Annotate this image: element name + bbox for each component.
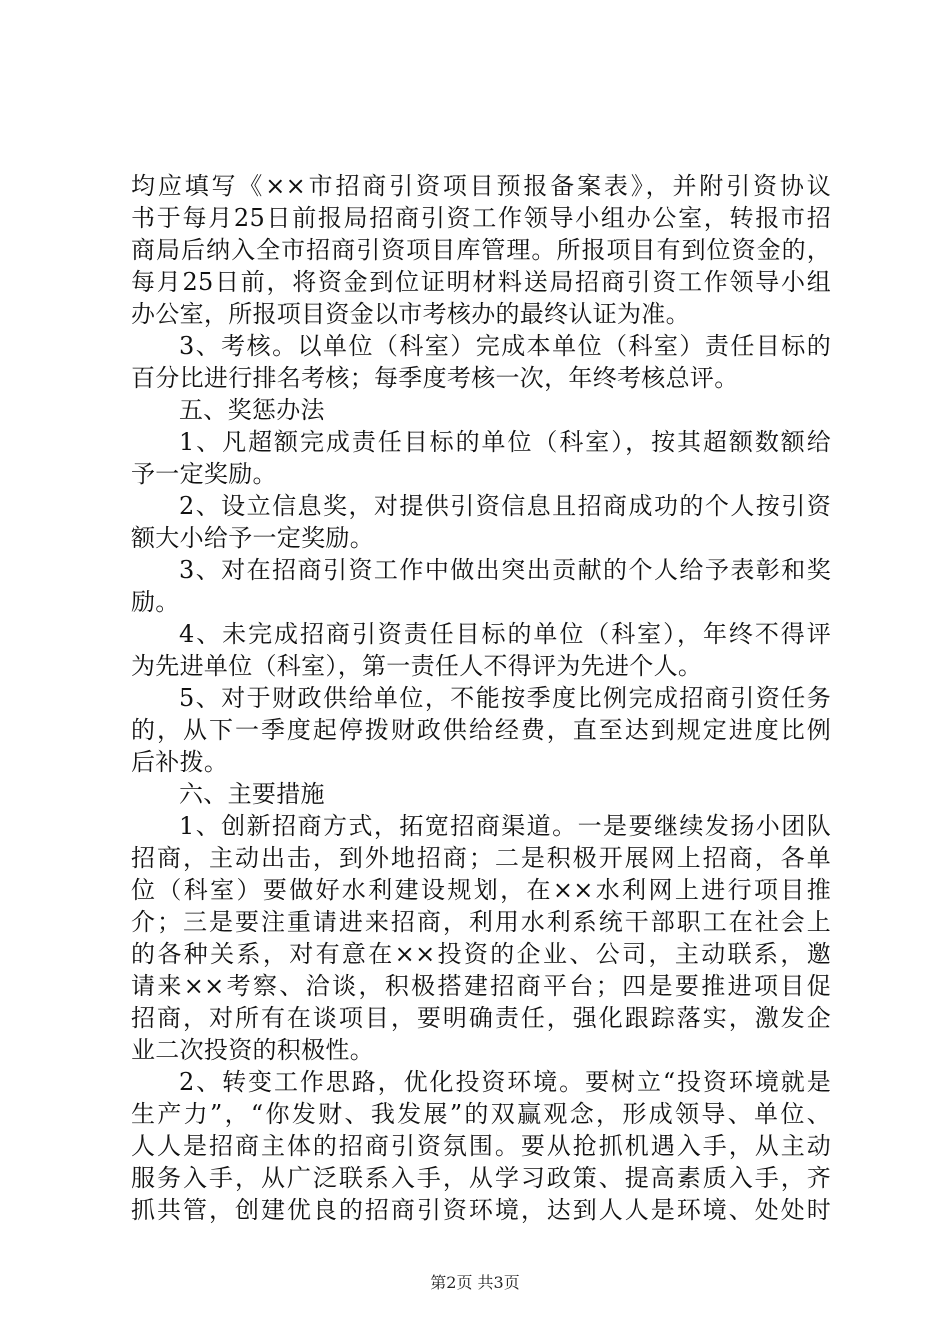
document-body [131,170,831,1226]
text-line: 2、设立信息奖，对提供引资信息且招商成功的个人按引资 [179,492,831,520]
text-line: 服务入手，从广泛联系入手，从学习政策、提高素质入手，齐 [131,1164,831,1192]
text-line: 请来××考察、洽谈，积极搭建招商平台；四是要推进项目促 [131,972,831,1000]
text-line: 额大小给予一定奖励。 [131,524,374,552]
text-line: 后补拨。 [131,748,229,776]
text-line: 业二次投资的积极性。 [131,1036,374,1064]
text-line: 予一定奖励。 [131,460,277,488]
text-line: 书于每月25日前报局招商引资工作领导小组办公室，转报市招 [131,204,831,232]
text-line: 商局后纳入全市招商引资项目库管理。所报项目有到位资金的， [131,236,831,264]
text-line: 人人是招商主体的招商引资氛围。要从抢抓机遇入手，从主动 [131,1132,831,1160]
text-line: 生产力”，“你发财、我发展”的双赢观念，形成领导、单位、 [131,1100,831,1128]
text-line: 百分比进行排名考核；每季度考核一次，年终考核总评。 [131,364,739,392]
text-line: 抓共管，创建优良的招商引资环境，达到人人是环境、处处时 [131,1196,831,1224]
text-line: 办公室，所报项目资金以市考核办的最终认证为准。 [131,300,690,328]
text-line: 位（科室）要做好水利建设规划，在××水利网上进行项目推 [131,876,831,904]
text-line: 励。 [131,588,180,616]
text-line: 5、对于财政供给单位，不能按季度比例完成招商引资任务 [179,684,831,712]
text-line: 1、创新招商方式，拓宽招商渠道。一是要继续发扬小团队 [179,812,831,840]
text-line: 招商，对所有在谈项目，要明确责任，强化跟踪落实，激发企 [131,1004,831,1032]
text-line: 3、对在招商引资工作中做出突出贡献的个人给予表彰和奖 [179,556,831,584]
page-footer: 第2页 共3页 [430,1273,520,1292]
text-line: 五、奖惩办法 [179,396,325,424]
text-line: 介；三是要注重请进来招商，利用水利系统干部职工在社会上 [131,908,831,936]
text-line: 招商，主动出击，到外地招商；二是积极开展网上招商，各单 [131,844,831,872]
text-line: 均应填写《××市招商引资项目预报备案表》，并附引资协议 [131,172,831,200]
text-line: 六、主要措施 [179,780,325,808]
text-line: 的各种关系，对有意在××投资的企业、公司，主动联系，邀 [131,940,831,968]
text-line: 为先进单位（科室），第一责任人不得评为先进个人。 [131,652,703,680]
text-line: 2、转变工作思路，优化投资环境。要树立“投资环境就是 [179,1068,831,1096]
text-line: 每月25日前，将资金到位证明材料送局招商引资工作领导小组 [131,268,831,296]
text-line: 3、考核。以单位（科室）完成本单位（科室）责任目标的 [179,332,831,360]
text-line: 的，从下一季度起停拨财政供给经费，直至达到规定进度比例 [131,716,831,744]
text-line: 1、凡超额完成责任目标的单位（科室），按其超额数额给 [179,428,831,456]
text-line: 4、未完成招商引资责任目标的单位（科室），年终不得评 [179,620,831,648]
